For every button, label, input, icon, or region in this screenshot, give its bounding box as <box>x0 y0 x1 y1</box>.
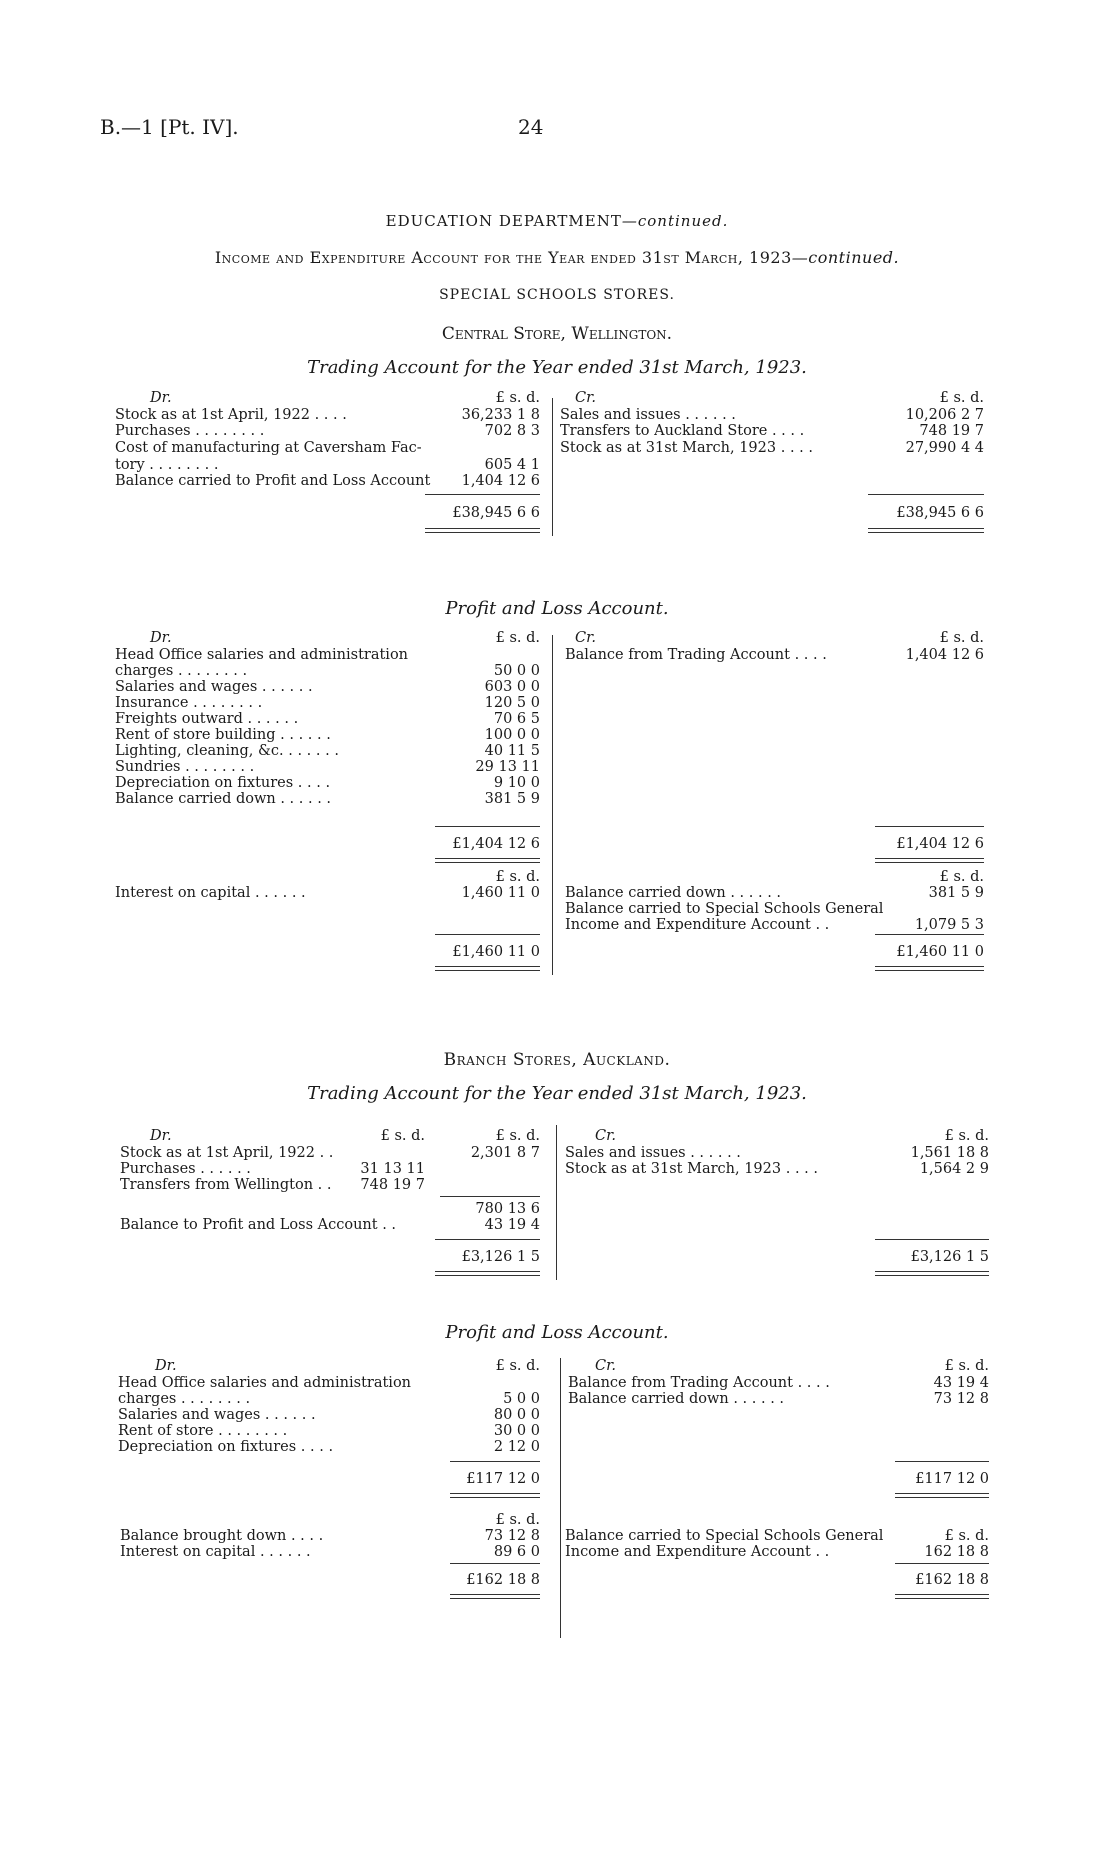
pl2-dr2-double-rule <box>450 1594 540 1599</box>
pl2-cr-lsd: £ s. d. <box>944 1358 989 1374</box>
trading2-cr-lsd: £ s. d. <box>944 1128 989 1144</box>
section-title: SPECIAL SCHOOLS STORES. <box>439 287 675 303</box>
trading2-dr-balance-amount: 43 19 4 <box>484 1217 540 1233</box>
pl1-dr-lsd: £ s. d. <box>495 630 540 646</box>
pl1-dr-label: Sundries . . . . . . . . <box>115 759 255 775</box>
trading1-cr-amount: 27,990 4 4 <box>905 440 984 456</box>
trading2-cr-total: £3,126 1 5 <box>910 1249 989 1265</box>
pl2-cr2-label: Income and Expenditure Account . . <box>565 1544 830 1560</box>
trading2-cr-label: Stock as at 31st March, 1923 . . . . <box>565 1161 818 1177</box>
pl2-cr2-total: £162 18 8 <box>915 1572 989 1588</box>
trading2-dr-total: £3,126 1 5 <box>461 1249 540 1265</box>
trading2-cr-heading: Cr. <box>595 1128 617 1144</box>
trading2-dr-heading: Dr. <box>150 1128 172 1144</box>
trading2-cr-amount: 1,564 2 9 <box>919 1161 989 1177</box>
trading2-divider <box>556 1125 557 1280</box>
pl1-cr2-amount: 1,079 5 3 <box>914 917 984 933</box>
trading2-dr-sub: 748 19 7 <box>360 1177 425 1193</box>
account-title <box>0 248 1114 267</box>
trading2-dr-lsd: £ s. d. <box>495 1128 540 1144</box>
pl2-divider <box>560 1358 561 1638</box>
pl1-dr-label: Head Office salaries and administration <box>115 647 409 663</box>
pl2-dr-amount: 30 0 0 <box>493 1423 540 1439</box>
pl2-dr2-amount: 89 6 0 <box>493 1544 540 1560</box>
pl2-dr-total: £117 12 0 <box>466 1471 540 1487</box>
pl2-dr-amount: 2 12 0 <box>493 1439 540 1455</box>
trading2-dr-label: Purchases . . . . . . <box>120 1161 251 1177</box>
trading2-dr-label: Stock as at 1st April, 1922 . . <box>120 1145 334 1161</box>
pl1-dr-amount: 9 10 0 <box>493 775 540 791</box>
trading1-dr-rule <box>425 494 540 495</box>
trading2-dr-subtotal: 780 13 6 <box>475 1201 540 1217</box>
pl1-cr-double-rule <box>875 858 984 863</box>
pl2-dr2-label: Interest on capital . . . . . . <box>120 1544 311 1560</box>
pl1-dr-amount: 603 0 0 <box>484 679 540 695</box>
pl2-cr2-label: Balance carried to Special Schools General <box>565 1528 884 1544</box>
trading1-dr-amount: 1,404 12 6 <box>461 473 540 489</box>
page-number: 24 <box>518 115 544 139</box>
trading-account-title-1: Trading Account for the Year ended 31st March, 1923. <box>307 357 807 378</box>
pl2-dr2-label: Balance brought down . . . . <box>120 1528 324 1544</box>
trading1-cr-label: Sales and issues . . . . . . <box>560 407 736 423</box>
pl2-dr-label: charges . . . . . . . . <box>118 1391 251 1407</box>
pl1-dr-label: Lighting, cleaning, &c. . . . . . . <box>115 743 339 759</box>
trading1-cr-amount: 748 19 7 <box>919 423 984 439</box>
trading-account-title-2: Trading Account for the Year ended 31st March, 1923. <box>307 1083 807 1104</box>
account-continued: —continued. <box>791 248 900 267</box>
trading1-dr-amount: 605 4 1 <box>484 457 540 473</box>
pl1-dr2-label: Interest on capital . . . . . . <box>115 885 306 901</box>
pl2-cr-label: Balance carried down . . . . . . <box>568 1391 785 1407</box>
pl1-dr-amount: 40 11 5 <box>484 743 540 759</box>
trading1-cr-heading: Cr. <box>575 390 597 406</box>
trading1-cr-double-rule <box>868 528 984 533</box>
trading1-dr-total: £38,945 6 6 <box>452 505 540 521</box>
pl1-dr-label: Depreciation on fixtures . . . . <box>115 775 331 791</box>
pl1-cr-rule <box>875 826 984 827</box>
pl2-dr-double-rule <box>450 1493 540 1498</box>
pl1-cr2-label: Balance carried to Special Schools General <box>565 901 884 917</box>
trading2-cr-amount: 1,561 18 8 <box>910 1145 989 1161</box>
trading1-dr-label: Cost of manufacturing at Caversham Fac- <box>115 440 422 456</box>
pl1-cr2-label: Income and Expenditure Account . . <box>565 917 830 933</box>
trading1-divider <box>552 398 553 536</box>
pl2-cr2-rule <box>895 1563 989 1564</box>
pl1-cr-lsd: £ s. d. <box>939 630 984 646</box>
pl2-cr-heading: Cr. <box>595 1358 617 1374</box>
pl1-dr2-double-rule <box>435 966 540 971</box>
pl2-dr-label: Head Office salaries and administration <box>118 1375 412 1391</box>
pl1-cr-heading: Cr. <box>575 630 597 646</box>
pl1-dr-label: Freights outward . . . . . . <box>115 711 299 727</box>
pl1-dr-amount: 120 5 0 <box>484 695 540 711</box>
pl2-dr-label: Salaries and wages . . . . . . <box>118 1407 316 1423</box>
trading2-cr-double-rule <box>875 1271 989 1276</box>
pl2-cr-total: £117 12 0 <box>915 1471 989 1487</box>
pl1-cr-total: £1,404 12 6 <box>896 836 984 852</box>
pl1-dr-double-rule <box>435 858 540 863</box>
pl1-dr-label: charges . . . . . . . . <box>115 663 248 679</box>
pl1-cr-amount: 1,404 12 6 <box>905 647 984 663</box>
trading1-dr-label: Stock as at 1st April, 1922 . . . . <box>115 407 347 423</box>
pl1-dr-label: Rent of store building . . . . . . <box>115 727 331 743</box>
document-reference: B.—1 [Pt. IV]. <box>100 115 239 139</box>
department-title <box>0 212 1114 230</box>
profit-loss-title-2: Profit and Loss Account. <box>445 1322 669 1343</box>
trading1-dr-label: Purchases . . . . . . . . <box>115 423 265 439</box>
pl1-dr-total: £1,404 12 6 <box>452 836 540 852</box>
pl1-divider <box>552 635 553 975</box>
trading2-dr-sub-rule <box>440 1196 540 1197</box>
trading1-dr-lsd: £ s. d. <box>495 390 540 406</box>
department-continued: —continued. <box>621 212 729 230</box>
trading1-dr-double-rule <box>425 528 540 533</box>
trading2-dr-amount: 2,301 8 7 <box>470 1145 540 1161</box>
pl2-dr-label: Depreciation on fixtures . . . . <box>118 1439 334 1455</box>
account-title-text: Income and Expenditure Account for the Year ended 31st March, 1923 <box>214 248 792 267</box>
pl1-dr2-rule <box>435 934 540 935</box>
pl2-dr-lsd: £ s. d. <box>495 1358 540 1374</box>
pl2-dr-rule <box>450 1461 540 1462</box>
trading2-cr-label: Sales and issues . . . . . . <box>565 1145 741 1161</box>
pl1-cr2-double-rule <box>875 966 984 971</box>
trading1-dr-label: tory . . . . . . . . <box>115 457 219 473</box>
pl2-cr2-double-rule <box>895 1594 989 1599</box>
pl1-dr2-amount: 1,460 11 0 <box>461 885 540 901</box>
trading1-cr-amount: 10,206 2 7 <box>905 407 984 423</box>
trading1-cr-label: Transfers to Auckland Store . . . . <box>560 423 805 439</box>
pl2-cr2-lsd: £ s. d. <box>944 1528 989 1544</box>
central-store-title: Central Store, Wellington. <box>441 324 673 344</box>
pl1-dr-amount: 29 13 11 <box>475 759 540 775</box>
department-title-text: EDUCATION DEPARTMENT <box>385 212 622 230</box>
pl2-cr-amount: 43 19 4 <box>933 1375 989 1391</box>
pl1-cr2-rule <box>875 934 984 935</box>
trading1-cr-label: Stock as at 31st March, 1923 . . . . <box>560 440 813 456</box>
pl1-dr-label: Insurance . . . . . . . . <box>115 695 263 711</box>
trading2-cr-rule <box>875 1239 989 1240</box>
pl1-dr-rule <box>435 826 540 827</box>
pl2-dr-heading: Dr. <box>155 1358 177 1374</box>
profit-loss-title-1: Profit and Loss Account. <box>445 598 669 619</box>
pl1-cr-label: Balance from Trading Account . . . . <box>565 647 827 663</box>
trading1-dr-amount: 702 8 3 <box>484 423 540 439</box>
trading2-dr-sub-lsd: £ s. d. <box>380 1128 425 1144</box>
trading2-dr-sub: 31 13 11 <box>360 1161 425 1177</box>
branch-stores-title: Branch Stores, Auckland. <box>443 1050 671 1070</box>
trading1-dr-amount: 36,233 1 8 <box>461 407 540 423</box>
pl1-dr-amount: 100 0 0 <box>484 727 540 743</box>
pl1-cr2-label: Balance carried down . . . . . . <box>565 885 782 901</box>
pl1-cr2-lsd: £ s. d. <box>939 869 984 885</box>
trading2-dr-rule <box>435 1239 540 1240</box>
trading2-dr-balance-label: Balance to Profit and Loss Account . . <box>120 1217 397 1233</box>
pl1-dr-amount: 381 5 9 <box>484 791 540 807</box>
pl1-cr2-amount: 381 5 9 <box>928 885 984 901</box>
pl2-cr-rule <box>895 1461 989 1462</box>
trading1-cr-total: £38,945 6 6 <box>896 505 984 521</box>
pl2-cr2-amount: 162 18 8 <box>924 1544 989 1560</box>
pl1-dr2-total: £1,460 11 0 <box>452 944 540 960</box>
trading1-dr-heading: Dr. <box>150 390 172 406</box>
pl1-dr-amount: 70 6 5 <box>493 711 540 727</box>
pl2-dr-amount: 5 0 0 <box>503 1391 540 1407</box>
pl2-dr2-total: £162 18 8 <box>466 1572 540 1588</box>
pl2-dr-label: Rent of store . . . . . . . . <box>118 1423 288 1439</box>
pl1-dr-label: Balance carried down . . . . . . <box>115 791 332 807</box>
trading1-dr-label: Balance carried to Profit and Loss Account <box>115 473 431 489</box>
pl1-cr2-total: £1,460 11 0 <box>896 944 984 960</box>
pl1-dr-heading: Dr. <box>150 630 172 646</box>
trading2-dr-label: Transfers from Wellington . . <box>120 1177 332 1193</box>
pl2-dr2-lsd: £ s. d. <box>495 1512 540 1528</box>
pl1-dr-amount: 50 0 0 <box>493 663 540 679</box>
pl1-dr-label: Salaries and wages . . . . . . <box>115 679 313 695</box>
pl2-dr2-amount: 73 12 8 <box>484 1528 540 1544</box>
trading2-dr-double-rule <box>435 1271 540 1276</box>
pl2-cr-double-rule <box>895 1493 989 1498</box>
pl1-dr2-lsd: £ s. d. <box>495 869 540 885</box>
pl2-cr-label: Balance from Trading Account . . . . <box>568 1375 830 1391</box>
pl2-dr2-rule <box>450 1563 540 1564</box>
pl2-dr-amount: 80 0 0 <box>493 1407 540 1423</box>
trading1-cr-lsd: £ s. d. <box>939 390 984 406</box>
trading1-cr-rule <box>868 494 984 495</box>
pl2-cr-amount: 73 12 8 <box>933 1391 989 1407</box>
